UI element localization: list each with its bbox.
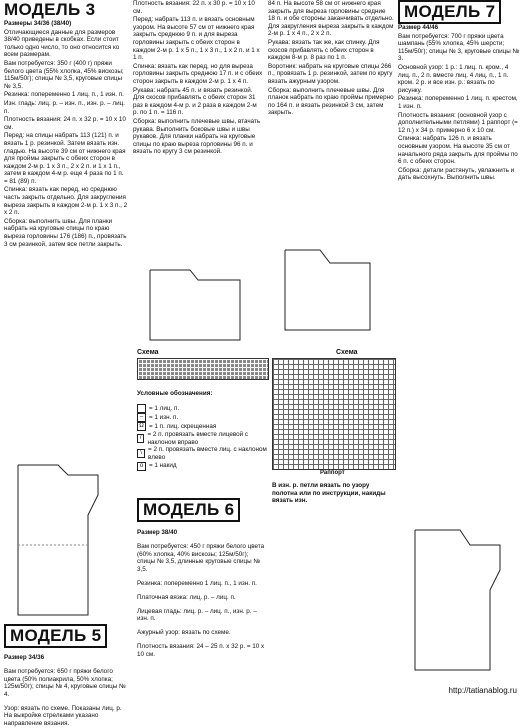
knit-symbol-icon	[137, 404, 146, 413]
legend-item: \ = 2 п. провязать вместе лиц. с наклоном влево	[137, 446, 267, 461]
model7-title: МОДЕЛЬ 7	[398, 0, 501, 24]
model5-text-0: Вам потребуется: 650 г пряжи белого цвета (50% полиакрила, 50% хлопка; 125м/50г); спицы № 4, круговые спицы № 4.	[4, 668, 126, 698]
model3-title: МОДЕЛЬ 3	[4, 0, 96, 19]
model7-text-3: Плотность вязания: (основной узор с дополнительными петлями) 1 раппорт (= 12 п.) х 34 р. примерно 6 х 10 см.	[398, 111, 518, 134]
legend-item: – = 1 изн. п.	[137, 413, 267, 422]
model6-text-4: Ажурный узор: вязать по схеме.	[137, 629, 231, 637]
model7-text-1: Основной узор: 1 р.: 1 лиц. п. кром., 4 лиц. п., 2 п. вместе лиц. 4 лиц. п., 1 п. кром. 2 р. и все изн. р.: вязать по рисунку.	[398, 63, 509, 94]
model7-text-5: Сборка: детали растянуть, увлажнить и дать высохнуть. Выполнить швы.	[398, 166, 515, 182]
schema2-chart	[272, 358, 396, 470]
model6-text-3: Лицевая гладь: лиц. р. – лиц. п., изн. р. – изн. п.	[137, 607, 257, 623]
col2-text-3: Рукава: набрать 45 п. и вязать резинкой. Для скосов прибавлять с обеих сторон 31 раз в каждом 4-м р. и 2 раза в каждом 2-м р. по 1 п. = 116 п.	[133, 86, 257, 117]
model6-text	[137, 523, 267, 699]
model6-text-1: Резинка: попеременно 1 лиц. п., 1 изн. п.	[137, 579, 257, 587]
legend-item: = 1 лиц. п.	[137, 404, 267, 413]
model3-text-3: Изн. гладь: лиц. р. – изн. п., изн. р. – лиц. п.	[4, 99, 125, 115]
k2tog-right-icon: /	[137, 434, 144, 443]
model7-text-4: Спинка: набрать 126 п. и вязать основным узором. На высоте 35 см от начального ряда закрыть для проймы по 6 п. с обеих сторон.	[398, 135, 518, 166]
legend-item: o = 1 накид	[137, 462, 267, 471]
col3-text-3: Сборка: выполнить плечевые швы. Для планок набрать по краю проймы примерно по 164 п. и вязать резинкой 3 см, затем закрыть.	[268, 86, 394, 117]
model6-text-5: Плотность вязания: 24 – 25 п. х 32 р. = 10 х 10 см.	[137, 643, 265, 658]
model5-text-1: Узор: вязать по схеме. Показаны лиц. р. На выкройке стрелками указано направление вязания.	[4, 704, 122, 728]
model3-text-5: Перед: на спицы набрать 113 (121) п. и вязать 1 р. резинкой. Затем вязать изн. гладью. На высоте 39 см от нижнего края для проймы закрыть с обеих сторон в каждом 2-м р. 1 х 3 п., 2 х 2 п. и 1 х 1 п., затем в каждом 4-м р. еще 4 раза по 1 п. = 81 (89) п.	[4, 132, 126, 185]
model6-front-drawing	[140, 265, 260, 345]
legend-item: / = 2 п. провязать вместе лицевой с наклоном вправо	[137, 431, 267, 446]
model7-pattern-drawing	[400, 520, 518, 680]
model7-sizes: Размер 44/46	[398, 24, 439, 31]
model3-text-1: Вам потребуется: 350 г (400 г) пряжи белого цвета (55% хлопка, 45% вискозы; 115м/50г); спицы № 3,5, круговые спицы № 3,5.	[4, 59, 124, 90]
model3-text-6: Спинка: вязать как перед, но среднюю часть закрыть отдельно. Для закругления выреза закрыть в каждом 2-м р. 1 х 3 п., 2 х 2 п.	[4, 186, 128, 217]
rapport-label: Раппорт	[320, 470, 345, 476]
model5-sizes: Размер 34/36	[4, 654, 45, 662]
model7-text-0: Вам потребуется: 700 г пряжи цвета шампань (55% хлопка, 45% шерсти; 115м/50г); спицы № 3, круговые спицы № 3.	[398, 32, 520, 63]
col2-text-4: Сборка: выполнить плечевые швы, втачать рукава. Выполнить боковые швы и швы рукавов. Для планки набрать на круговые спицы по краю выреза горловины 96 п. и вязать по кругу 3 см резинкой.	[133, 117, 261, 156]
model6-title: МОДЕЛЬ 6	[137, 498, 240, 522]
legend	[137, 384, 267, 494]
model3-text-0: Отличающиеся данные для размеров 38/40 приведены в скобках. Если стоит только одно число, то оно относится ко всем размерам.	[4, 28, 120, 59]
crossed-symbol-icon: Ω	[137, 422, 146, 431]
model3-text-2: Резинка: попеременно 1 лиц. п., 1 изн. п.	[4, 91, 124, 99]
col3-text-2: Воротник: набрать на круговые спицы 266 п., провязать 1 р. резинкой, затем по кругу вязать ажурным узором.	[268, 62, 393, 85]
model3-text-4: Плотность вязания: 24 п. х 32 р. = 10 х 10 см.	[4, 116, 126, 131]
legend-heading: Условные обозначения:	[137, 390, 213, 398]
schema1-label: Схема	[137, 349, 159, 356]
model6-sizes: Размер 38/40	[137, 529, 178, 537]
k2tog-left-icon: \	[137, 449, 145, 458]
model5-title: МОДЕЛЬ 5	[4, 624, 107, 648]
footer-url: http://tatianablog.ru	[448, 686, 517, 695]
col2-text-1: Перед: набрать 113 п. и вязать основным узором. На высоте 57 см от нижнего края закрыть среднюю 9 п. и для выреза горловины закрыть с обеих сторон в каждом 2-м р. 1 х 5 п., 1 х 3 п., 1 х 2 п. и 1 х 1 п.	[133, 16, 260, 62]
model6-text-0: Вам потребуется: 450 г пряжи белого цвета (60% хлопка, 40% вискозы; 125м/50г); спицы № 3,5, длинные круговые спицы № 3,5.	[137, 543, 265, 573]
model7-text-2: Резинка: попеременно 1 лиц. п. крестом, 1 изн. п.	[398, 95, 518, 110]
col3-text-0: 84 п. На высоте 58 см от нижнего края закрыть для выреза горловины средние 18 п. и обе стороны заканчивать отдельно. Для закругления выреза закрыть в каждом 2-м р. 1 х 4 п., 2 х 2 п.	[268, 0, 394, 38]
legend-item: Ω = 1 п. лиц. скрещенная	[137, 422, 267, 431]
col3-text-1: Рукава: вязать так же, как спинку. Для скосов прибавлять с обеих сторон в каждом 8-м р. 8 раз по 1 п.	[268, 38, 380, 62]
model3-sizes: Размеры 34/36 (38/40)	[4, 20, 72, 27]
schema2-label: Схема	[336, 349, 358, 356]
model3-pattern-drawing	[8, 455, 124, 625]
schema1-chart	[137, 358, 269, 380]
col2-text-0: Плотность вязания: 22 п. х 30 р. = 10 х 10 см.	[133, 0, 255, 15]
purl-symbol-icon: –	[137, 413, 146, 422]
model6-back-drawing	[275, 245, 385, 335]
model5-text	[4, 648, 128, 728]
schema-note: В изн. р. петли вязать по узору полотна или по инструкции, накиды вязать изн.	[272, 482, 386, 505]
col2-text-2: Спинка: вязать как перед, но для выреза горловины закрыть среднюю 17 п. и с обеих сторон закрыть в каждом 2-м р. 1 х 4 п.	[133, 62, 263, 85]
yarn-over-icon: o	[137, 462, 146, 471]
model6-text-2: Платочная вязка: лиц. р. – лиц. п.	[137, 593, 236, 601]
model3-text-7: Сборка: выполнить швы. Для планки набрать на круговые спицы по краю выреза горловины 176 (186) п., провязать 3 см резинкой, затем все петли закрыть.	[4, 217, 127, 248]
